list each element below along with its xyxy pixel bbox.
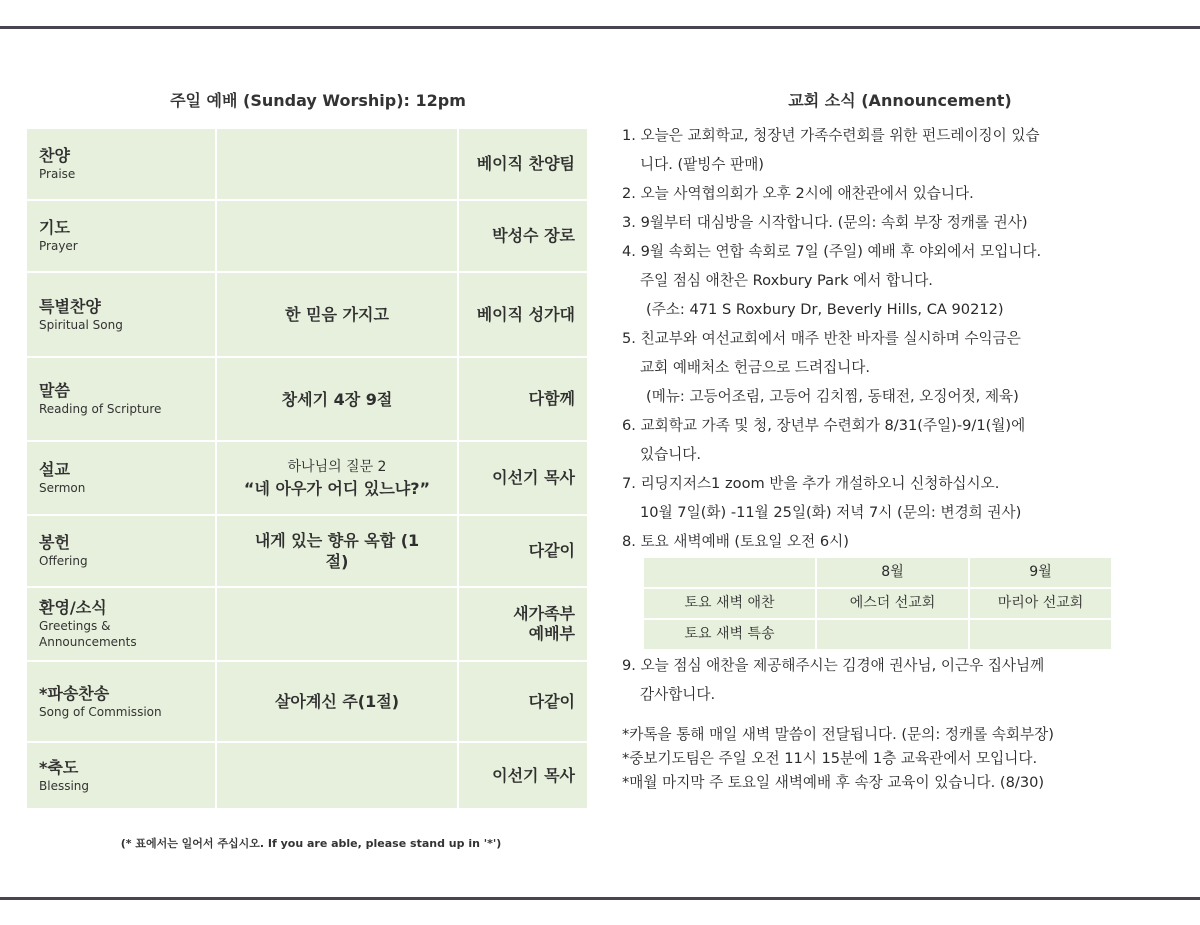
table-row (27, 516, 587, 588)
table-row (27, 201, 587, 273)
bottom-divider (0, 897, 1200, 900)
list-item: 니다. (팥빙수 판매) (640, 156, 764, 173)
item-leader: 다같이 (459, 662, 587, 743)
table-cell (817, 620, 968, 649)
table-cell: 9월 (970, 558, 1111, 587)
list-item: 6. 교회학교 가족 및 청, 장년부 수련회가 8/31(주일)-9/1(월)에 (622, 417, 1026, 434)
item-leader: 베이직 찬양팀 (459, 129, 587, 201)
table-cell (970, 620, 1111, 649)
item-en: Blessing (39, 778, 90, 793)
worship-order-table (27, 129, 587, 810)
announcement-title: 교회 소식 (Announcement) (788, 91, 1012, 110)
list-item: 있습니다. (640, 446, 702, 463)
item-leader: 베이직 성가대 (459, 273, 587, 358)
item-detail: 창세기 4장 9절 (217, 358, 459, 442)
table-row (27, 442, 587, 516)
top-divider (0, 26, 1200, 29)
list-item: 교회 예배처소 헌금으로 드려집니다. (640, 359, 871, 376)
list-item: (주소: 471 S Roxbury Dr, Beverly Hills, CA 90212) (646, 301, 1004, 318)
list-item: 4. 9월 속회는 연합 속회로 7일 (주일) 예배 후 야외에서 모입니다. (622, 243, 1042, 260)
table-cell: 토요 새벽 애찬 (644, 589, 815, 618)
list-item: 8. 토요 새벽예배 (토요일 오전 6시) (622, 533, 849, 550)
table-row (644, 558, 1111, 587)
list-item: 10월 7일(화) -11월 25일(화) 저녁 7시 (문의: 변경희 권사) (640, 504, 1022, 521)
item-detail (217, 129, 459, 201)
item-detail (217, 516, 459, 588)
item-ko: 봉헌 (39, 533, 70, 552)
item-ko: 설교 (39, 460, 70, 479)
sermon-title: “네 아우가 어디 있느냐?” (243, 479, 431, 498)
list-item: 주일 점심 애찬은 Roxbury Park 에서 합니다. (640, 272, 933, 289)
list-item: 1. 오늘은 교회학교, 청장년 가족수련회를 위한 펀드레이징이 있습 (622, 127, 1040, 144)
announcements-section (622, 88, 1182, 795)
footnote: *중보기도팀은 주일 오전 11시 15분에 1층 교육관에서 모입니다. (622, 750, 1038, 767)
list-item: 2. 오늘 사역협의회가 오후 2시에 애찬관에서 있습니다. (622, 185, 974, 202)
item-leader: 박성수 장로 (459, 201, 587, 273)
announcement-list (622, 121, 1182, 709)
item-en: Praise (39, 167, 76, 181)
list-item: 9. 오늘 점심 애찬을 제공해주시는 김경애 권사님, 이근우 집사님께 (622, 657, 1045, 674)
item-en: Offering (39, 554, 88, 568)
table-cell: 토요 새벽 특송 (644, 620, 815, 649)
worship-title: 주일 예배 (Sunday Worship): 12pm (170, 91, 466, 110)
item-leader: 다함께 (459, 358, 587, 442)
item-ko: 특별찬양 (39, 296, 101, 316)
table-row (27, 662, 587, 743)
item-detail (217, 588, 459, 662)
saturday-service-table (642, 556, 1113, 651)
table-cell: 8월 (817, 558, 968, 587)
item-leader (459, 588, 587, 662)
table-row (644, 589, 1111, 618)
footnote: *카톡을 통해 매일 새벽 말씀이 전달됩니다. (문의: 정캐롤 속회부장) (622, 726, 1054, 743)
item-detail: 한 믿음 가지고 (217, 273, 459, 358)
table-row (644, 620, 1111, 649)
item-ko: 찬양 (39, 146, 70, 165)
footnotes (622, 723, 1182, 795)
item-ko: *축도 (39, 757, 79, 777)
table-row (27, 129, 587, 201)
table-cell: 마리아 선교회 (970, 589, 1111, 618)
item-ko: *파송찬송 (39, 683, 110, 703)
item-en: Song of Commission (39, 704, 162, 719)
item-en: Greetings & Announcements (39, 619, 137, 649)
item-leader: 다같이 (459, 516, 587, 588)
item-ko: 환영/소식 (39, 598, 107, 617)
sermon-series: 하나님의 질문 2 (287, 459, 387, 475)
table-row (27, 273, 587, 358)
offering-hymn: 내게 있는 향유 옥합 (1절) (254, 531, 420, 571)
item-en: Reading of Scripture (39, 402, 162, 416)
list-item: 7. 리딩지저스1 zoom 반을 추가 개설하오니 신청하십시오. (622, 475, 1000, 492)
footnote: *매월 마지막 주 토요일 새벽예배 후 속장 교육이 있습니다. (8/30) (622, 774, 1045, 791)
item-leader: 이선기 목사 (459, 442, 587, 516)
worship-order-section (27, 88, 589, 851)
stand-note: (* 표에서는 일어서 주십시오. If you are able, please stand up in '*') (120, 837, 502, 850)
table-cell: 에스더 선교회 (817, 589, 968, 618)
list-item: 감사합니다. (640, 686, 716, 703)
table-row (27, 743, 587, 810)
greeting-leaders: 새가족부 예배부 (513, 604, 575, 643)
item-en: Spiritual Song (39, 317, 123, 332)
list-item: 3. 9월부터 대심방을 시작합니다. (문의: 속회 부장 정캐롤 권사) (622, 214, 1028, 231)
item-detail (217, 201, 459, 273)
item-leader: 이선기 목사 (459, 743, 587, 810)
item-en: Prayer (39, 239, 78, 253)
list-item: (메뉴: 고등어조림, 고등어 김치찜, 동태전, 오징어젓, 제육) (646, 388, 1019, 405)
item-ko: 기도 (39, 218, 70, 237)
table-row (27, 358, 587, 442)
table-row (27, 588, 587, 662)
item-en: Sermon (39, 481, 86, 495)
list-item: 5. 친교부와 여선교회에서 매주 반찬 바자를 실시하며 수익금은 (622, 330, 1021, 347)
item-detail: 살아계신 주(1절) (217, 662, 459, 743)
item-detail (217, 743, 459, 810)
item-ko: 말씀 (39, 381, 70, 400)
table-cell (644, 558, 815, 587)
